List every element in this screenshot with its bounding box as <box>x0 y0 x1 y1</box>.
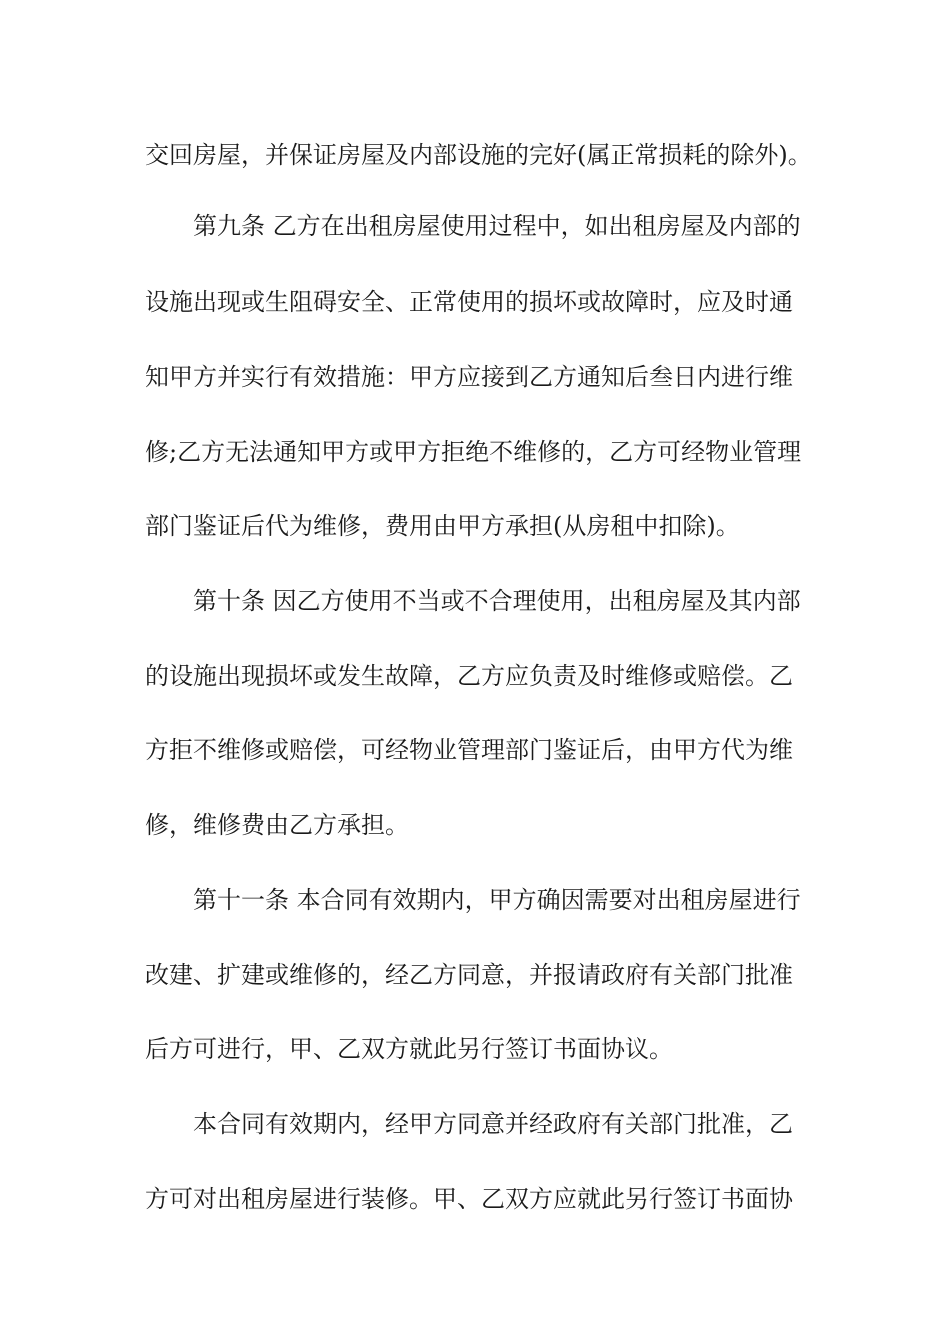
text-line: 修，维修费由乙方承担。 <box>145 811 409 839</box>
text-line: 设施出现或生阻碍安全、正常使用的损坏或故障时，应及时通 <box>145 288 793 316</box>
text-line: 后方可进行，甲、乙双方就此另行签订书面协议。 <box>145 1035 673 1063</box>
text-line: 方拒不维修或赔偿，可经物业管理部门鉴证后，由甲方代为维 <box>145 736 793 764</box>
text-line: 改建、扩建或维修的，经乙方同意，并报请政府有关部门批准 <box>145 961 793 989</box>
text-line: 的设施出现损坏或发生故障，乙方应负责及时维修或赔偿。乙 <box>145 662 793 690</box>
text-line: 第十条 因乙方使用不当或不合理使用，出租房屋及其内部 <box>193 587 801 615</box>
text-line: 本合同有效期内，经甲方同意并经政府有关部门批准，乙 <box>193 1110 793 1138</box>
text-line: 第九条 乙方在出租房屋使用过程中，如出租房屋及内部的 <box>193 212 801 240</box>
text-line: 修;乙方无法通知甲方或甲方拒绝不维修的，乙方可经物业管理 <box>145 438 802 466</box>
text-line: 知甲方并实行有效措施：甲方应接到乙方通知后叁日内进行维 <box>145 363 793 391</box>
text-line: 第十一条 本合同有效期内，甲方确因需要对出租房屋进行 <box>193 886 801 914</box>
text-line: 方可对出租房屋进行装修。甲、乙双方应就此另行签订书面协 <box>145 1185 793 1213</box>
text-line: 部门鉴证后代为维修，费用由甲方承担(从房租中扣除)。 <box>145 512 740 540</box>
text-line: 交回房屋，并保证房屋及内部设施的完好(属正常损耗的除外)。 <box>145 141 812 169</box>
